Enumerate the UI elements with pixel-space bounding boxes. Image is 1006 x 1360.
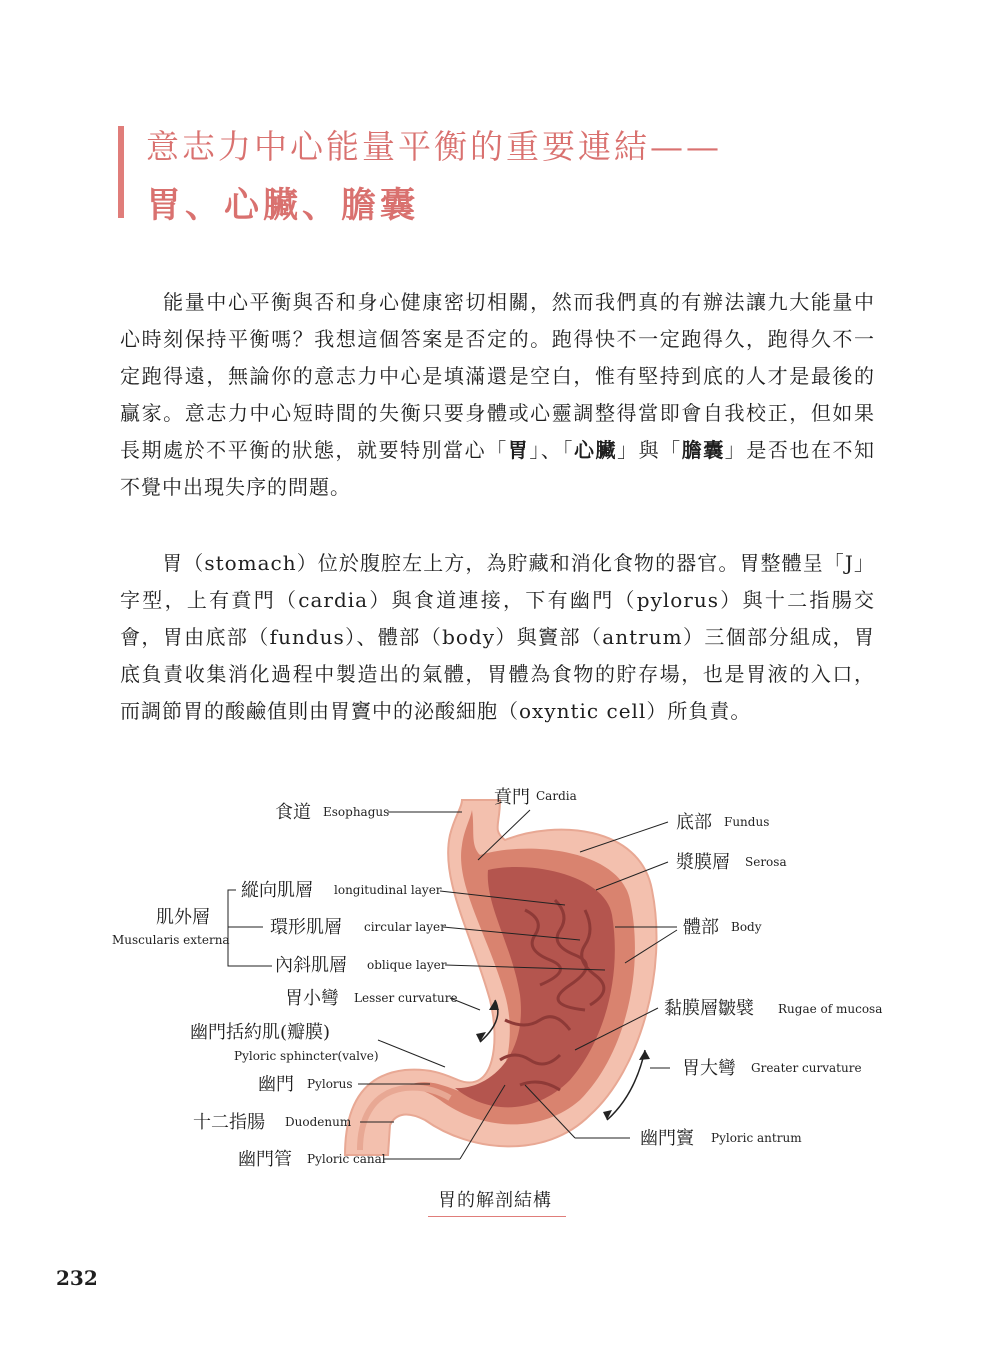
label-circular-zh: 環形肌層: [270, 917, 342, 938]
label-muscularis-en: Muscularis externa: [112, 933, 230, 947]
paragraph-2: 胃（stomach）位於腹腔左上方，為貯藏和消化食物的器官。胃整體呈「J」字型，上有賁門（cardia）與食道連接，下有幽門（pylorus）與十二指腸交會，胃由底部（fundus）、體部（body）與竇部（antrum）三個部分組成，胃底負責收集消化過程中製造出的氣體，胃體為食物的貯存場，也是胃液的入口，而調節胃的酸鹼值則由胃竇中的泌酸細胞（oxyntic cell）所負責。: [120, 551, 875, 723]
label-antrum-en: Pyloric antrum: [711, 1131, 802, 1145]
label-esophagus-zh: 食道: [275, 802, 311, 823]
label-cardia-en: Cardia: [536, 789, 577, 803]
label-serosa-zh: 漿膜層: [676, 852, 730, 873]
label-antrum-zh: 幽門竇: [640, 1128, 694, 1149]
label-oblique-zh: 內斜肌層: [275, 955, 347, 976]
label-rugae-zh: 黏膜層皺襞: [664, 998, 754, 1019]
page-number: 232: [56, 1266, 98, 1290]
label-greater-zh: 胃大彎: [682, 1058, 736, 1079]
label-duodenum-zh: 十二指腸: [193, 1112, 265, 1133]
label-duodenum-en: Duodenum: [285, 1115, 352, 1129]
title-accent-bar: [118, 126, 124, 218]
label-body-en: Body: [731, 920, 762, 934]
label-circular-en: circular layer: [364, 920, 446, 934]
figure-caption: 胃的解剖結構: [438, 1190, 552, 1211]
label-esophagus-en: Esophagus: [323, 805, 390, 819]
label-fundus-zh: 底部: [676, 812, 712, 833]
label-oblique-en: oblique layer: [367, 958, 447, 972]
label-body-zh: 體部: [683, 917, 719, 938]
paragraph-1: 能量中心平衡與否和身心健康密切相關，然而我們真的有辦法讓九大能量中心時刻保持平衡嗎？我想這個答案是否定的。跑得快不一定跑得久，跑得久不一定跑得遠，無論你的意志力中心是填滿還是空白，惟有堅持到底的人才是最後的贏家。意志力中心短時間的失衡只要身體或心靈調整得當即會自我校正，但如果長期處於不平衡的狀態，就要特別當心「胃」、「心臟」與「膽囊」是否也在不知不覺中出現失序的問題。: [120, 290, 876, 499]
caption-underline: [428, 1216, 566, 1217]
stomach-anatomy-diagram: [0, 770, 1006, 1230]
label-canal-zh: 幽門管: [238, 1149, 292, 1170]
label-sphincter-zh: 幽門括約肌(瓣膜): [190, 1022, 331, 1043]
label-cardia-zh: 賁門: [494, 787, 530, 808]
page-title-line2: 胃、心臟、膽囊: [146, 185, 420, 226]
label-pylorus-zh: 幽門: [258, 1074, 294, 1095]
stomach-illustration: [345, 800, 657, 1155]
label-fundus-en: Fundus: [724, 815, 770, 829]
label-sphincter-en: Pyloric sphincter(valve): [234, 1049, 379, 1063]
label-pylorus-en: Pylorus: [307, 1077, 353, 1091]
label-serosa-en: Serosa: [745, 855, 787, 869]
label-greater-en: Greater curvature: [751, 1061, 862, 1075]
label-muscularis-zh: 肌外層: [156, 907, 210, 928]
label-canal-en: Pyloric canal: [307, 1152, 386, 1166]
label-lesser-zh: 胃小彎: [285, 988, 339, 1009]
label-longitudinal-en: longitudinal layer: [334, 883, 442, 897]
label-rugae-en: Rugae of mucosa: [778, 1002, 883, 1016]
label-longitudinal-zh: 縱向肌層: [241, 880, 313, 901]
page-title-line1: 意志力中心能量平衡的重要連結——: [146, 127, 722, 166]
label-lesser-en: Lesser curvature: [354, 991, 458, 1005]
